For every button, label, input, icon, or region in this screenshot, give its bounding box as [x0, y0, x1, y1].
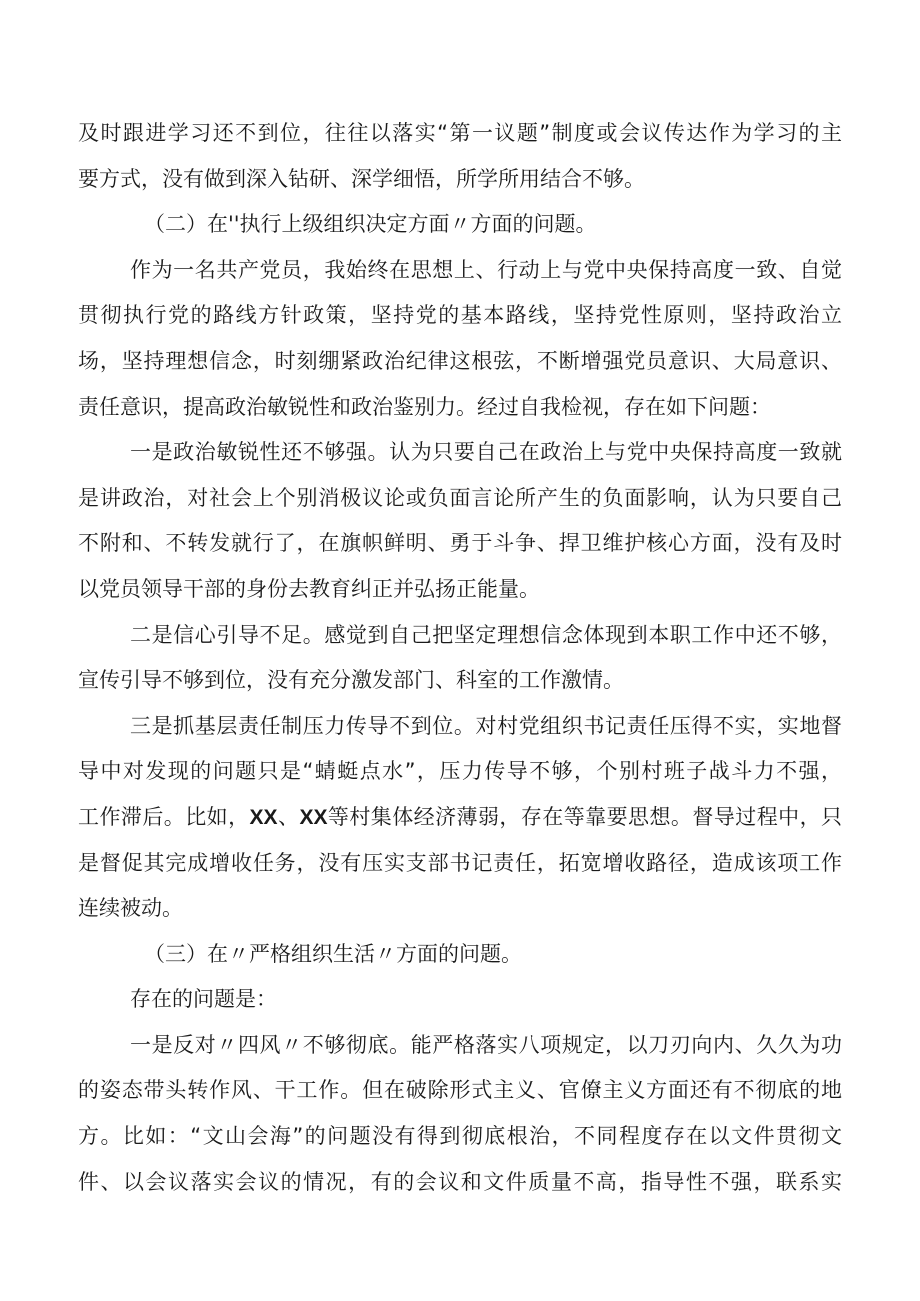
- section-heading: （二）在''执行上级组织决定方面〃方面的问题。: [144, 212, 597, 237]
- section-heading: （三）在〃严格组织生活〃方面的问题。: [144, 941, 522, 966]
- text-segment: 、: [277, 804, 300, 829]
- paragraph-line: 导中对发现的问题只是“蜻蜓点水”，压力传导不够，个别村班子战斗力不强，: [78, 759, 842, 784]
- paragraph-line: 要方式，没有做到深入钻研、深学细悟，所学所用结合不够。: [78, 166, 645, 191]
- document-body: [78, 111, 842, 1205]
- paragraph-line: 三是抓基层责任制压力传导不到位。对村党组织书记责任压得不实，实地督: [130, 713, 842, 738]
- placeholder-xx: XX: [249, 805, 278, 829]
- paragraph-line: 不附和、不转发就行了，在旗帜鲜明、勇于斗争、捍卫维护核心方面，没有及时: [78, 531, 842, 556]
- paragraph-line: 一是政治敏锐性还不够强。认为只要自己在政治上与党中央保持高度一致就: [130, 440, 842, 465]
- paragraph-line: 一是反对〃四风〃不够彻底。能严格落实八项规定，以刀刃向内、久久为功: [130, 1032, 842, 1057]
- paragraph-line: 是讲政治，对社会上个别消极议论或负面言论所产生的负面影响，认为只要自己: [78, 485, 842, 510]
- paragraph-line: 连续被动。: [78, 896, 183, 921]
- paragraph-line: 场，坚持理想信念，时刻绷紧政治纪律这根弦，不断增强党员意识、大局意识、: [78, 348, 842, 373]
- paragraph-line: 及时跟进学习还不到位，往往以落实“第一议题”制度或会议传达作为学习的主: [78, 121, 842, 145]
- paragraph-line: 件、以会议落实会议的情况，有的会议和文件质量不高，指导性不强，联系实: [78, 1169, 842, 1194]
- paragraph-line: 责任意识，提高政治敏锐性和政治鉴别力。经过自我检视，存在如下问题：: [78, 394, 771, 419]
- paragraph-line: 二是信心引导不足。感觉到自己把坚定理想信念体现到本职工作中还不够，: [130, 622, 842, 647]
- text-segment: 工作滞后。比如，: [78, 804, 250, 829]
- paragraph-line: 宣传引导不够到位，没有充分激发部门、科室的工作激情。: [78, 668, 624, 693]
- paragraph-line: 作为一名共产党员，我始终在思想上、行动上与党中央保持高度一致、自觉: [130, 257, 842, 282]
- paragraph-line-with-xx: [78, 795, 842, 841]
- paragraph-line: 存在的问题是：: [130, 987, 277, 1012]
- paragraph-line: 的姿态带头转作风、干工作。但在破除形式主义、官僚主义方面还有不彻底的地: [78, 1078, 842, 1103]
- paragraph-line: 方。比如：“文山会海”的问题没有得到彻底根治，不同程度存在以文件贯彻文: [78, 1124, 842, 1149]
- paragraph-line: 以党员领导干部的身份去教育纠正并弘扬正能量。: [78, 576, 540, 601]
- paragraph-line: 是督促其完成增收任务，没有压实支部书记责任，拓宽增收路径，造成该项工作: [78, 850, 842, 875]
- paragraph-line: 贯彻执行党的路线方针政策，坚持党的基本路线，坚持党性原则，坚持政治立: [78, 303, 842, 328]
- text-segment: 等村集体经济薄弱，存在等靠要思想。督导过程中，只: [327, 804, 843, 829]
- placeholder-xx: XX: [299, 805, 328, 829]
